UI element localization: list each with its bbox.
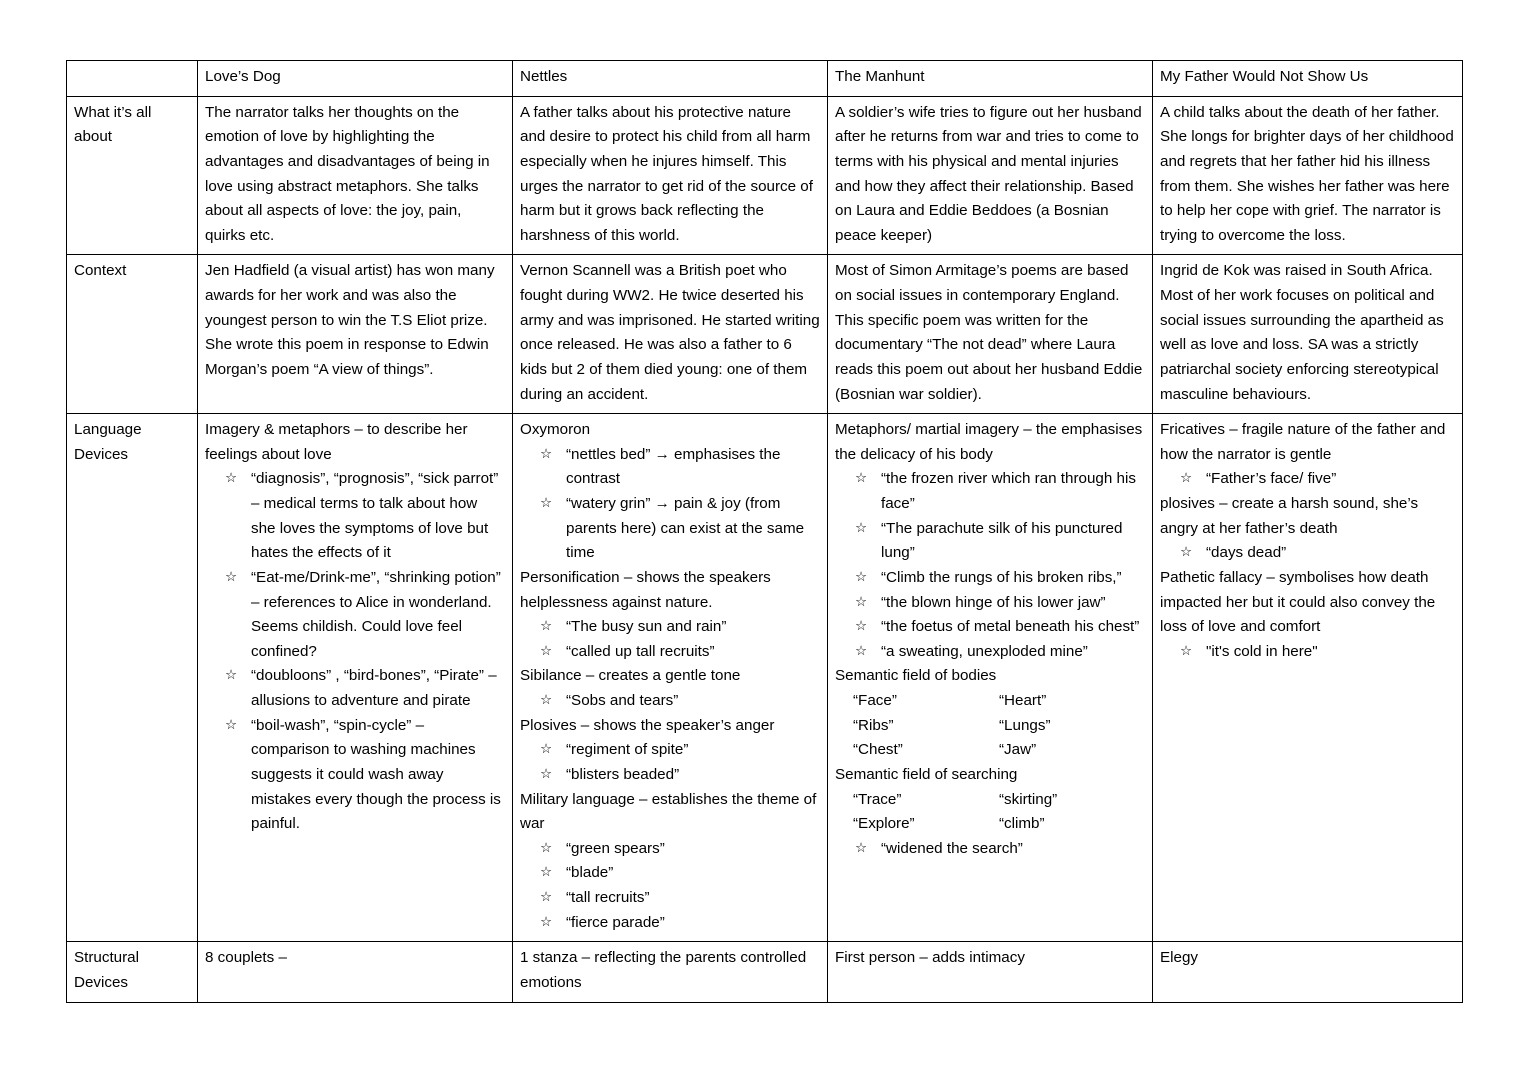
cell-text: First person – adds intimacy [835, 949, 1025, 967]
bullet-list [520, 738, 820, 787]
cell-text: Jen Hadfield (a visual artist) has won many awards for her work and was also the youngest person to win the T.S Eliot prize. She wrote this poem in response to Edwin Morgan’s poem “A view of things”. [205, 262, 495, 378]
cell-text: 1 stanza – reflecting the parents controlled emotions [520, 949, 807, 991]
cell-text: Personification – shows the speakers helplessness against nature. [520, 568, 771, 611]
list-item: ☆ “blade” [538, 861, 820, 886]
row-label-language-devices: Language Devices [67, 414, 198, 942]
list-item: ☆ “blisters beaded” [538, 763, 820, 788]
row-label-what-its-all-about: What it’s all about [67, 96, 198, 255]
cell-structural-loves-dog [198, 942, 513, 1002]
cell-text: Ingrid de Kok was raised in South Africa. Most of her work focuses on political and social issues surrounding the apartheid as well as love and loss. SA was a strictly patriarchal society enforcing stereotypical masculine behaviours. [1160, 262, 1444, 403]
cell-text: Semantic field of bodies [835, 667, 997, 685]
list-item: ☆ “watery grin” → pain & joy (from parents here) can exist at the same time [538, 492, 820, 566]
list-pair-row [853, 812, 1145, 837]
cell-text: 8 couplets – [205, 949, 287, 967]
list-item: ☆ “tall recruits” [538, 886, 820, 911]
list-item: ☆ “widened the search” [853, 837, 1145, 862]
list-pair-row [853, 788, 1145, 813]
table-row [67, 255, 1463, 414]
table-row [67, 942, 1463, 1002]
list-item: ☆ “Climb the rungs of his broken ribs,” [853, 566, 1145, 591]
list-item: “Face” [853, 692, 897, 709]
bullet-list [205, 467, 505, 836]
list-item: “Heart” [999, 692, 1047, 709]
table-corner-cell [67, 61, 198, 97]
column-header-nettles: Nettles [513, 61, 828, 97]
table-header [67, 61, 1463, 97]
cell-text: Military language – establishes the theme of war [520, 790, 817, 833]
bullet-list-pairs [835, 689, 1145, 763]
cell-structural-my-father [1153, 942, 1463, 1002]
cell-text: A child talks about the death of her father. She longs for brighter days of her childhood and regrets that her father hid his illness from them. She wishes her father was here to help her cope with grief. The narrator is trying to overcome the loss. [1160, 103, 1454, 244]
list-item: ☆ “days dead” [1178, 541, 1455, 566]
row-label-context: Context [67, 255, 198, 414]
list-item: “Chest” [853, 741, 903, 759]
bullet-list [520, 443, 820, 566]
cell-text: A soldier’s wife tries to figure out her husband after he returns from war and tries to come to terms with his physical and mental injuries and how they affect their relationship. Based on Laura and Eddie Beddoes (a Bosnian peace keeper) [835, 103, 1142, 244]
cell-text: Elegy [1160, 949, 1198, 967]
list-item: ☆ “Father’s face/ five” [1178, 467, 1455, 492]
list-item: ☆ “a sweating, unexploded mine” [853, 640, 1145, 665]
cell-text: Plosives – shows the speaker’s anger [520, 716, 775, 734]
cell-structural-nettles [513, 942, 828, 1002]
column-header-my-father: My Father Would Not Show Us [1153, 61, 1463, 97]
list-item: “Trace” [853, 790, 902, 808]
cell-context-loves-dog [198, 255, 513, 414]
cell-language-nettles [513, 414, 828, 942]
cell-text: Imagery & metaphors – to describe her feelings about love [205, 421, 468, 463]
list-item: ☆ “The parachute silk of his punctured lung” [853, 517, 1145, 566]
cell-text: Oxymoron [520, 421, 591, 439]
cell-text: Semantic field of searching [835, 765, 1018, 783]
table-row [67, 96, 1463, 255]
bullet-list [520, 615, 820, 664]
list-item: ☆ “Eat-me/Drink-me”, “shrinking potion” – references to Alice in wonderland. Seems childish. Could love feel confined? [223, 566, 505, 665]
cell-language-loves-dog [198, 414, 513, 942]
bullet-list [1160, 467, 1455, 492]
bullet-list [1160, 541, 1455, 566]
list-item: ☆ “regiment of spite” [538, 738, 820, 763]
column-header-the-manhunt: The Manhunt [828, 61, 1153, 97]
list-item: “Ribs” [853, 716, 894, 734]
cell-whatitsabout-the-manhunt [828, 96, 1153, 255]
list-item: ☆ “doubloons” , “bird-bones”, “Pirate” – allusions to adventure and pirate [223, 664, 505, 713]
list-item: ☆ "it's cold in here" [1178, 640, 1455, 665]
list-item: “Explore” [853, 815, 915, 833]
cell-text: Pathetic fallacy – symbolises how death impacted her but it could also convey the loss of love and comfort [1160, 568, 1436, 636]
bullet-list [1160, 640, 1455, 665]
table-row [67, 414, 1463, 942]
table-body [67, 96, 1463, 1002]
cell-language-my-father [1153, 414, 1463, 942]
cell-text: Metaphors/ martial imagery – the emphasises the delicacy of his body [835, 421, 1143, 463]
cell-whatitsabout-nettles [513, 96, 828, 255]
list-item: ☆ “Sobs and tears” [538, 689, 820, 714]
cell-whatitsabout-my-father [1153, 96, 1463, 255]
cell-text: Vernon Scannell was a British poet who fought during WW2. He twice deserted his army and was imprisoned. He started writing once released. He was also a father to 6 kids but 2 of them died young: one of them during an accident. [520, 262, 820, 403]
cell-whatitsabout-loves-dog [198, 96, 513, 255]
cell-language-the-manhunt [828, 414, 1153, 942]
list-item: ☆ “the foetus of metal beneath his chest” [853, 615, 1145, 640]
bullet-list [520, 689, 820, 714]
list-item: ☆ “called up tall recruits” [538, 640, 820, 665]
list-item: “Jaw” [999, 741, 1037, 759]
cell-structural-the-manhunt [828, 942, 1153, 1002]
cell-context-my-father [1153, 255, 1463, 414]
list-pair-row [853, 714, 1145, 739]
cell-context-nettles [513, 255, 828, 414]
list-item: ☆ “The busy sun and rain” [538, 615, 820, 640]
cell-text: The narrator talks her thoughts on the emotion of love by highlighting the advantages and disadvantages of being in love using abstract metaphors. She talks about all aspects of love: the joy, pain, quirks etc. [205, 103, 490, 244]
header-row [67, 61, 1463, 97]
list-item: ☆ “fierce parade” [538, 911, 820, 936]
list-item: “climb” [999, 815, 1045, 833]
list-item: ☆ “boil-wash”, “spin-cycle” – comparison to washing machines suggests it could wash away mistakes every though the process is painful. [223, 714, 505, 837]
list-item: “skirting” [999, 790, 1058, 808]
cell-text: Most of Simon Armitage’s poems are based on social issues in contemporary England. This specific poem was written for the documentary “The not dead” where Laura reads this poem out about her husband Eddie (Bosnian war soldier). [835, 262, 1143, 403]
cell-text: plosives – create a harsh sound, she’s angry at her father’s death [1160, 495, 1419, 537]
cell-text: Sibilance – creates a gentle tone [520, 667, 741, 685]
bullet-list [835, 467, 1145, 664]
list-item: ☆ “diagnosis”, “prognosis”, “sick parrot” – medical terms to talk about how she loves the symptoms of love but hates the effects of it [223, 467, 505, 566]
cell-context-the-manhunt [828, 255, 1153, 414]
bullet-list-pairs [835, 788, 1145, 837]
row-label-structural-devices: Structural Devices [67, 942, 198, 1002]
poem-comparison-table [66, 60, 1463, 1003]
list-item: ☆ “the frozen river which ran through his face” [853, 467, 1145, 516]
list-item: ☆ “green spears” [538, 837, 820, 862]
bullet-list [520, 837, 820, 936]
list-pair-row [853, 738, 1145, 763]
list-item: ☆ “the blown hinge of his lower jaw” [853, 591, 1145, 616]
cell-text: A father talks about his protective nature and desire to protect his child from all harm especially when he injures himself. This urges the narrator to get rid of the source of harm but it grows back reflecting the harshness of this world. [520, 103, 813, 244]
cell-text: Fricatives – fragile nature of the father and how the narrator is gentle [1160, 421, 1446, 463]
list-pair-row [853, 689, 1145, 714]
list-item: ☆ “nettles bed” → emphasises the contrast [538, 443, 820, 492]
bullet-list [835, 837, 1145, 862]
column-header-loves-dog: Love’s Dog [198, 61, 513, 97]
list-item: “Lungs” [999, 716, 1051, 734]
